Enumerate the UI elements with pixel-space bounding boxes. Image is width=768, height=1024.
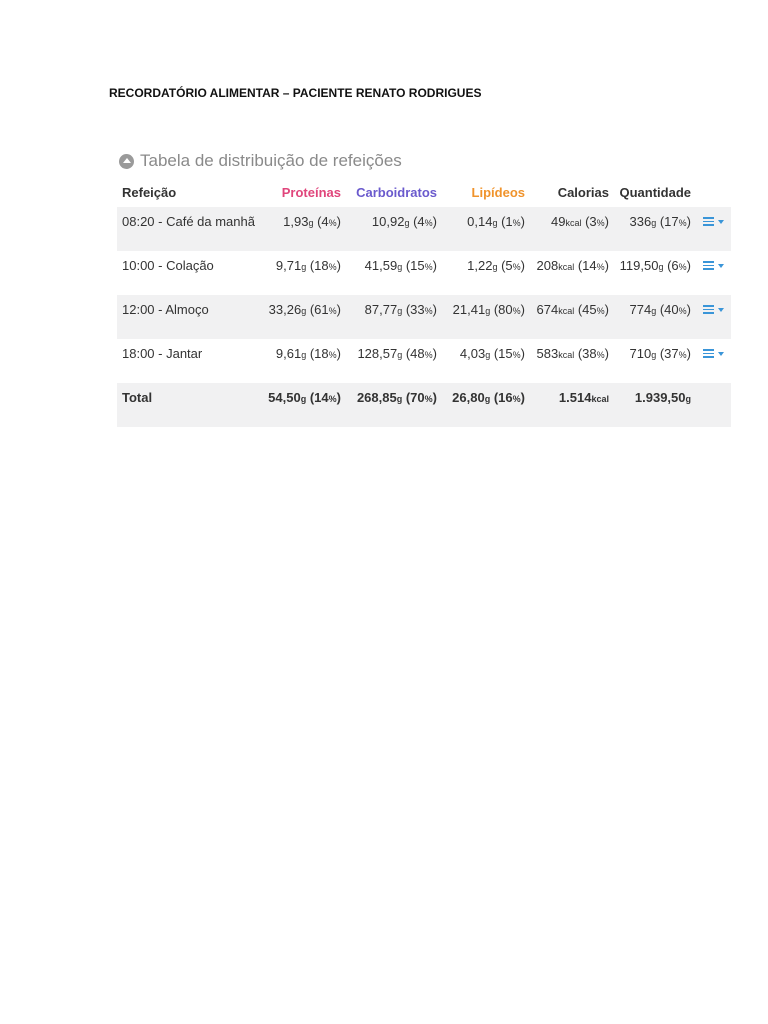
quantity-cell-percent-sign: %	[678, 306, 687, 316]
carbs-cell-value: 87,77	[364, 302, 398, 317]
lipids-cell-value: 4,03	[459, 346, 486, 361]
protein-cell-percent-sign: %	[328, 262, 337, 272]
row-menu-cell	[691, 339, 731, 383]
carbs-cell: 87,77g (33%)	[364, 302, 437, 317]
quantity-cell-value: 774	[629, 302, 652, 317]
carbs-cell-value: 128,57	[357, 346, 398, 361]
quantity-cell-unit: g	[651, 306, 657, 316]
lipids-cell: 0,14g (1%)	[467, 214, 525, 229]
total-label: Total	[122, 390, 153, 405]
quantity-cell: 710g (37%)	[629, 346, 691, 361]
total-carbs-cell-percent: 70	[410, 390, 425, 405]
lipids-cell-percent-sign: %	[512, 306, 521, 316]
carbs-cell-value: 10,92	[371, 214, 405, 229]
quantity-cell-unit: g	[651, 218, 657, 228]
total-carbs-cell-value: 268,85	[356, 390, 397, 405]
protein-cell-percent-sign: %	[328, 350, 337, 360]
total-lipids-cell-percent: 16	[498, 390, 513, 405]
calories-cell-unit: kcal	[565, 218, 582, 228]
row-menu-button[interactable]	[703, 305, 724, 314]
carbs-cell-percent-sign: %	[424, 350, 433, 360]
lipids-cell: 21,41g (80%)	[452, 302, 525, 317]
calories-cell: 49kcal (3%)	[550, 214, 609, 229]
header-proteins: Proteínas	[281, 185, 341, 200]
total-carbs-cell-percent-sign: %	[424, 394, 433, 404]
total-quantity-cell-unit: g	[685, 394, 691, 404]
quantity-cell: 774g (40%)	[629, 302, 691, 317]
lipids-cell-percent: 15	[498, 346, 513, 361]
calories-cell-percent-sign: %	[596, 218, 605, 228]
calories-cell-value: 49	[550, 214, 566, 229]
lipids-cell-unit: g	[492, 262, 498, 272]
row-menu-cell	[691, 207, 731, 251]
quantity-cell-percent: 6	[671, 258, 679, 273]
carbs-cell-percent: 48	[410, 346, 425, 361]
calories-cell-unit: kcal	[558, 262, 575, 272]
calories-cell-percent-sign: %	[596, 262, 605, 272]
lipids-cell-unit: g	[492, 218, 498, 228]
carbs-cell-percent-sign: %	[424, 306, 433, 316]
calories-cell-percent: 14	[582, 258, 597, 273]
lipids-cell-percent-sign: %	[512, 262, 521, 272]
calories-cell-percent: 3	[589, 214, 597, 229]
row-menu-cell	[691, 251, 731, 295]
protein-cell: 9,61g (18%)	[275, 346, 341, 361]
total-quantity-cell	[609, 383, 691, 427]
table-header-row	[117, 180, 731, 207]
lipids-cell-value: 21,41	[452, 302, 486, 317]
header-calories: Calorias	[557, 185, 609, 200]
quantity-cell-percent: 37	[664, 346, 679, 361]
total-lipids-cell: 26,80g (16%)	[452, 390, 525, 405]
quantity-cell: 336g (17%)	[629, 214, 691, 229]
header-menu-spacer	[691, 180, 731, 207]
protein-cell-percent-sign: %	[328, 306, 337, 316]
protein-cell-unit: g	[301, 306, 307, 316]
meal-table	[117, 180, 731, 427]
caret-down-icon	[718, 308, 724, 312]
quantity-cell-value: 336	[629, 214, 652, 229]
protein-cell: 9,71g (18%)	[275, 258, 341, 273]
table-body	[117, 207, 731, 383]
carbs-cell: 41,59g (15%)	[364, 258, 437, 273]
header-carbs: Carboidratos	[356, 185, 437, 200]
protein-cell-value: 9,71	[275, 258, 302, 273]
calories-cell: 583kcal (38%)	[536, 346, 609, 361]
hamburger-menu-icon	[703, 217, 714, 226]
carbs-cell-percent: 15	[410, 258, 425, 273]
row-menu-cell	[691, 295, 731, 339]
total-carbs-cell: 268,85g (70%)	[356, 390, 437, 405]
caret-down-icon	[718, 220, 724, 224]
lipids-cell: 1,22g (5%)	[467, 258, 525, 273]
meal-name: 10:00 - Colação	[122, 258, 214, 273]
carbs-cell-percent: 4	[417, 214, 425, 229]
lipids-cell-percent: 1	[505, 214, 513, 229]
header-quantity: Quantidade	[619, 185, 691, 200]
total-protein-cell: 54,50g (14%)	[268, 390, 341, 405]
panel-heading[interactable]	[117, 148, 731, 174]
protein-cell-percent: 4	[321, 214, 329, 229]
table-row	[117, 251, 731, 295]
lipids-cell-percent-sign: %	[512, 218, 521, 228]
protein-cell-unit: g	[308, 218, 314, 228]
lipids-cell-percent: 5	[505, 258, 513, 273]
lipids-cell-unit: g	[485, 350, 491, 360]
row-menu-button[interactable]	[703, 261, 724, 270]
protein-cell: 33,26g (61%)	[268, 302, 341, 317]
carbs-cell-value: 41,59	[364, 258, 398, 273]
hamburger-menu-icon	[703, 349, 714, 358]
calories-cell-value: 674	[536, 302, 559, 317]
total-lipids-cell-value: 26,80	[452, 390, 485, 405]
meal-name: 12:00 - Almoço	[122, 302, 209, 317]
row-menu-button[interactable]	[703, 349, 724, 358]
total-protein-cell-value: 54,50	[268, 390, 301, 405]
meal-name: 08:20 - Café da manhã	[122, 214, 255, 229]
quantity-cell: 119,50g (6%)	[619, 258, 691, 273]
total-lipids-cell-percent-sign: %	[512, 394, 521, 404]
total-protein-cell-percent: 14	[314, 390, 329, 405]
header-lipids: Lipídeos	[471, 185, 525, 200]
quantity-cell-percent-sign: %	[678, 350, 687, 360]
calories-cell-percent-sign: %	[596, 350, 605, 360]
lipids-cell: 4,03g (15%)	[459, 346, 525, 361]
protein-cell-percent: 18	[314, 258, 329, 273]
calories-cell-value: 583	[536, 346, 559, 361]
total-lipids-cell-unit: g	[484, 394, 491, 404]
caret-down-icon	[718, 264, 724, 268]
quantity-cell-percent: 17	[664, 214, 679, 229]
protein-cell-unit: g	[301, 262, 307, 272]
meal-name: 18:00 - Jantar	[122, 346, 203, 361]
header-meal: Refeição	[122, 185, 177, 200]
carbs-cell-unit: g	[397, 350, 403, 360]
calories-cell-unit: kcal	[558, 350, 575, 360]
row-menu-button[interactable]	[703, 217, 724, 226]
protein-cell-percent: 18	[314, 346, 329, 361]
lipids-cell-percent-sign: %	[512, 350, 521, 360]
calories-cell-value: 208	[536, 258, 559, 273]
quantity-cell-value: 119,50	[619, 258, 659, 273]
hamburger-menu-icon	[703, 261, 714, 270]
lipids-cell-value: 0,14	[467, 214, 493, 229]
total-protein-cell-percent-sign: %	[328, 394, 337, 404]
total-calories-cell-value: 1.514	[558, 390, 592, 405]
panel-title: Tabela de distribuição de refeições	[140, 151, 402, 170]
table-row	[117, 339, 731, 383]
total-menu-spacer	[691, 383, 731, 427]
calories-cell: 208kcal (14%)	[536, 258, 609, 273]
quantity-cell-percent-sign: %	[678, 218, 687, 228]
calories-cell-percent: 45	[582, 302, 597, 317]
lipids-cell-value: 1,22	[467, 258, 493, 273]
table-row	[117, 207, 731, 251]
protein-cell: 1,93g (4%)	[283, 214, 341, 229]
carbs-cell-unit: g	[397, 306, 403, 316]
protein-cell-percent-sign: %	[328, 218, 337, 228]
total-carbs-cell-unit: g	[396, 394, 403, 404]
calories-cell-percent-sign: %	[596, 306, 605, 316]
protein-cell-unit: g	[301, 350, 307, 360]
carbs-cell-percent: 33	[410, 302, 425, 317]
quantity-cell-percent: 40	[664, 302, 679, 317]
table-total-row	[117, 383, 731, 427]
total-protein-cell-unit: g	[300, 394, 307, 404]
quantity-cell-unit: g	[658, 262, 664, 272]
meal-distribution-panel	[117, 148, 731, 427]
table-row	[117, 295, 731, 339]
total-quantity-cell-value: 1.939,50	[634, 390, 686, 405]
caret-down-icon	[718, 352, 724, 356]
protein-cell-value: 9,61	[275, 346, 302, 361]
hamburger-menu-icon	[703, 305, 714, 314]
quantity-cell-unit: g	[651, 350, 657, 360]
carbs-cell-percent-sign: %	[424, 262, 433, 272]
total-calories-cell	[525, 383, 609, 427]
carbs-cell-unit: g	[404, 218, 410, 228]
document-title: RECORDATÓRIO ALIMENTAR – PACIENTE RENATO RODRIGUES	[109, 86, 482, 100]
lipids-cell-unit: g	[485, 306, 491, 316]
carbs-cell: 10,92g (4%)	[371, 214, 437, 229]
carbs-cell-unit: g	[397, 262, 403, 272]
protein-cell-value: 33,26	[268, 302, 302, 317]
carbs-cell: 128,57g (48%)	[357, 346, 437, 361]
calories-cell-unit: kcal	[558, 306, 575, 316]
carbs-cell-percent-sign: %	[424, 218, 433, 228]
chevron-up-circle-icon[interactable]	[119, 154, 134, 169]
protein-cell-percent: 61	[314, 302, 329, 317]
calories-cell-percent: 38	[582, 346, 597, 361]
calories-cell: 674kcal (45%)	[536, 302, 609, 317]
quantity-cell-value: 710	[629, 346, 652, 361]
quantity-cell-percent-sign: %	[678, 262, 687, 272]
total-calories-cell-unit: kcal	[591, 394, 609, 404]
protein-cell-value: 1,93	[283, 214, 309, 229]
lipids-cell-percent: 80	[498, 302, 513, 317]
